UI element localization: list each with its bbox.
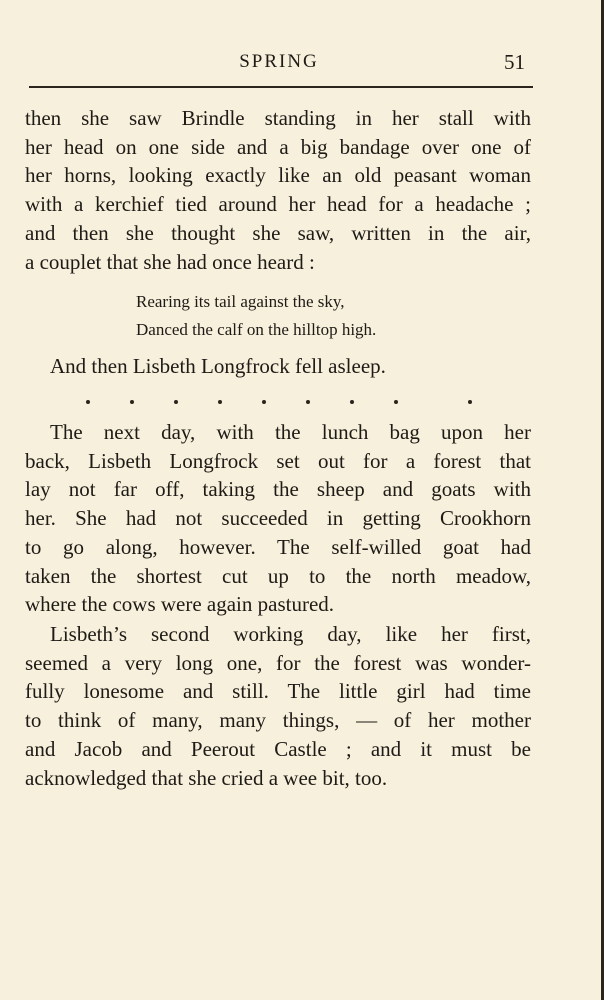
break-dot xyxy=(350,400,354,404)
text-line: seemed a very long one, for the forest was wonder- xyxy=(25,650,531,675)
break-dot xyxy=(468,400,472,404)
text-line: a couplet that she had once heard : xyxy=(25,249,315,274)
text-line: to go along, however. The self-willed goat had xyxy=(25,534,531,559)
text-line: and then she thought she saw, written in the air, xyxy=(25,220,531,245)
text-line: Lisbeth’s second working day, like her first, xyxy=(50,622,531,646)
break-dot xyxy=(174,400,178,404)
text-line: to think of many, many things, — of her mother xyxy=(25,708,531,733)
text-line: taken the shortest cut up to the north meadow, xyxy=(25,563,531,588)
text-line: her horns, looking exactly like an old peasant woman xyxy=(25,163,531,188)
text-line: with a kerchief tied around her head for a headache ; xyxy=(25,192,531,217)
text-line: her head on one side and a big bandage over one of xyxy=(25,134,531,159)
paragraph-continued xyxy=(25,104,531,276)
running-title: SPRING xyxy=(239,51,319,72)
text-line: then she saw Brindle standing in her stall with xyxy=(25,106,531,130)
text-line: lay not far off, taking the sheep and goats with xyxy=(25,477,531,502)
text-line: where the cows were again pastured. xyxy=(25,592,335,617)
text-line: fully lonesome and still. The little girl had time xyxy=(25,679,531,704)
break-dot xyxy=(306,400,310,404)
text-line: The next day, with the lunch bag upon her xyxy=(50,420,531,444)
paragraph xyxy=(25,418,531,619)
verse-line: Rearing its tail against the sky, xyxy=(136,292,345,311)
text-line: her. She had not succeeded in getting Crookhorn xyxy=(25,506,531,531)
break-dot xyxy=(394,400,398,404)
running-head xyxy=(0,50,604,76)
section-break xyxy=(72,396,482,408)
text-line: back, Lisbeth Longfrock set out for a forest that xyxy=(25,448,531,473)
header-rule xyxy=(29,86,533,88)
verse-line: Danced the calf on the hilltop high. xyxy=(136,320,377,339)
verse-couplet xyxy=(136,288,376,344)
break-dot xyxy=(130,400,134,404)
page-number: 51 xyxy=(504,50,525,74)
text-line: acknowledged that she cried a wee bit, too. xyxy=(25,765,388,790)
closing-line: And then Lisbeth Longfrock fell asleep. xyxy=(50,354,386,378)
text-line: and Jacob and Peerout Castle ; and it must be xyxy=(25,736,531,761)
break-dot xyxy=(86,400,90,404)
paragraph xyxy=(25,620,531,792)
break-dot xyxy=(262,400,266,404)
break-dot xyxy=(218,400,222,404)
